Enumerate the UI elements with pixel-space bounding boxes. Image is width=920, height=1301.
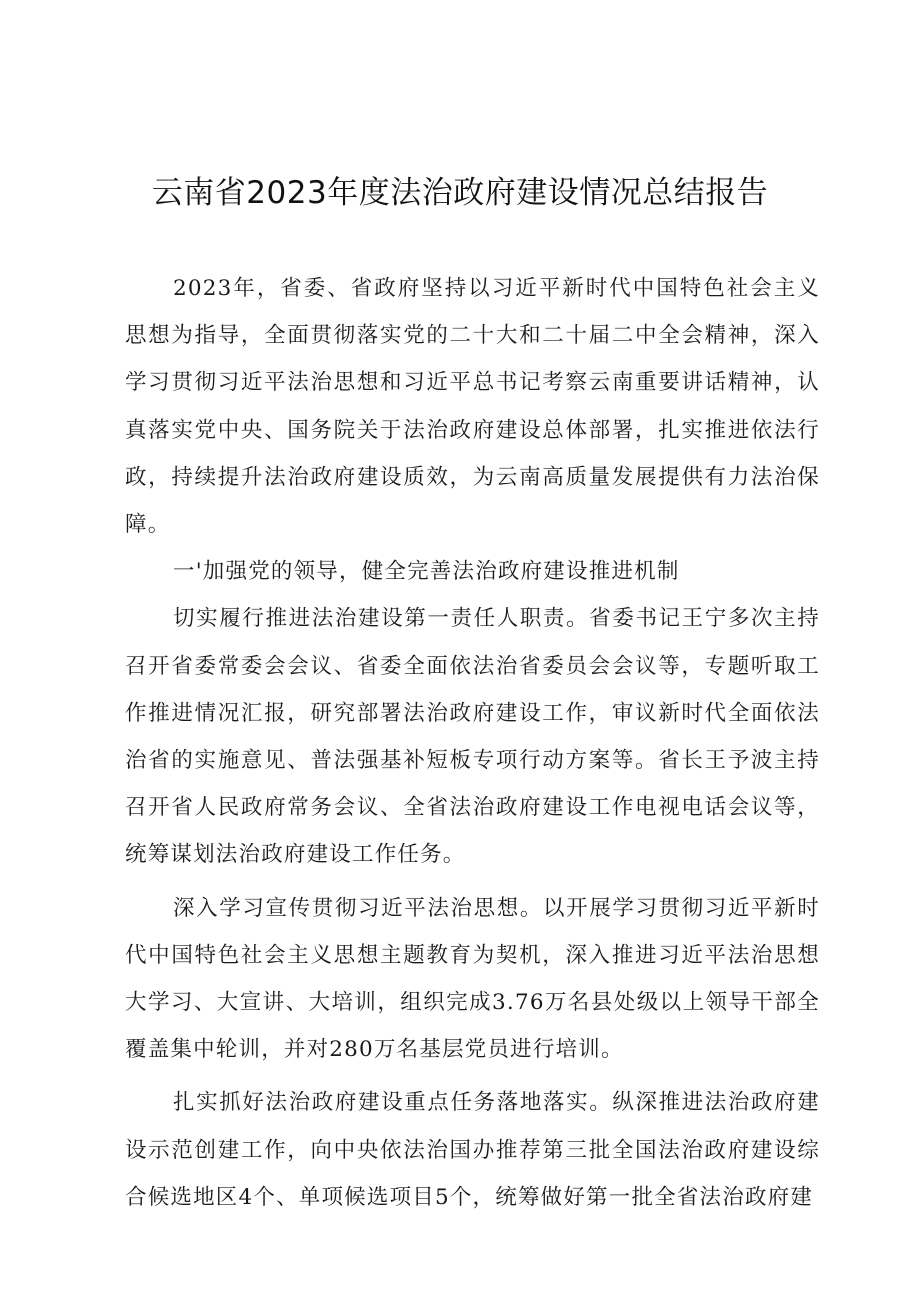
paragraph-intro: 2023年，省委、省政府坚持以习近平新时代中国特色社会主义思想为指导，全面贯彻落实党的二十大和二十届二中全会精神，深入学习贯彻习近平法治思想和习近平总书记考察云南重要讲话精神，认真落实党中央、国务院关于法治政府建设总体部署，扎实推进依法行政，持续提升法治政府建设质效，为云南高质量发展提供有力法治保障。	[125, 276, 820, 538]
paragraph-study-thought: 深入学习宣传贯彻习近平法治思想。以开展学习贯彻习近平新时代中国特色社会主义思想主题教育为契机，深入推进习近平法治思想大学习、大宣讲、大培训，组织完成3.76万名县处级以上领导干部全覆盖集中轮训，并对280万名基层党员进行培训。	[125, 895, 820, 1063]
paragraph-responsibility: 切实履行推进法治建设第一责任人职责。省委书记王宁多次主持召开省委常委会会议、省委全面依法治省委员会会议等，专题听取工作推进情况汇报，研究部署法治政府建设工作，审议新时代全面依法治省的实施意见、普法强基补短板专项行动方案等。省长王予波主持召开省人民政府常务会议、全省法治政府建设工作电视电话会议等，统筹谋划法治政府建设工作任务。	[125, 606, 820, 868]
section-heading-1: 一'加强党的领导，健全完善法治政府建设推进机制	[173, 559, 680, 585]
document-title: 云南省2023年度法治政府建设情况总结报告	[151, 175, 769, 211]
paragraph-key-tasks: 扎实抓好法治政府建设重点任务落地落实。纵深推进法治政府建设示范创建工作，向中央依法治国办推荐第三批全国法治政府建设综合候选地区4个、单项候选项目5个，统筹做好第一批全省法治政府建	[125, 1090, 820, 1210]
document-body	[125, 265, 820, 1221]
